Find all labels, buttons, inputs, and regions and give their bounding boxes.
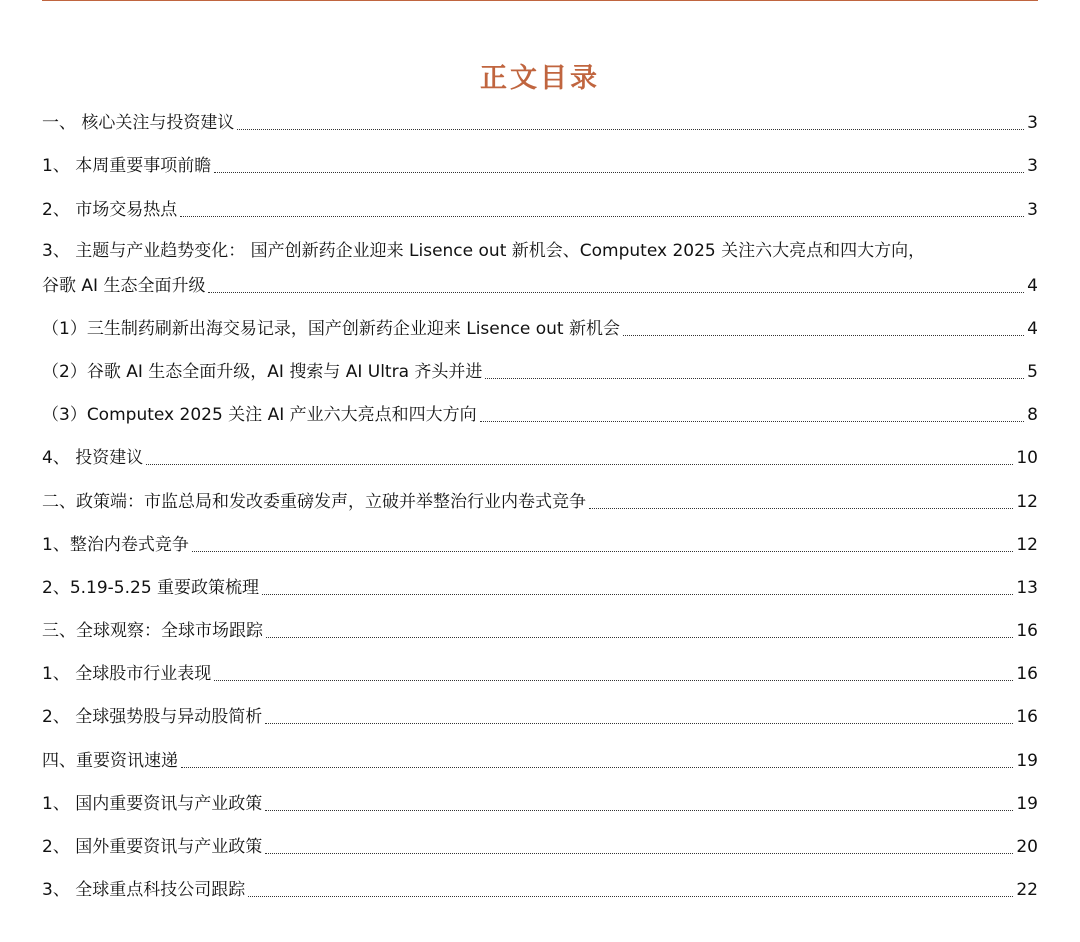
- dot-leader: [265, 723, 1013, 724]
- toc-entry[interactable]: [42, 816, 1038, 859]
- toc-entry-label: 2、 全球强势股与异动股简析: [42, 707, 263, 728]
- dot-leader: [180, 216, 1024, 217]
- toc-entry-label: 3、 全球重点科技公司跟踪: [42, 880, 246, 901]
- dot-leader: [623, 335, 1024, 336]
- dot-leader: [485, 378, 1024, 379]
- toc-entry[interactable]: [42, 514, 1038, 557]
- toc-entry-label: （2）谷歌 AI 生态全面升级，AI 搜索与 AI Ultra 齐头并进: [42, 361, 483, 382]
- toc-entry-label: 三、全球观察：全球市场跟踪: [42, 621, 263, 642]
- toc-entry-label: 谷歌 AI 生态全面升级: [42, 275, 206, 296]
- toc-entry-label: 4、 投资建议: [42, 448, 144, 469]
- toc-page-number: 3: [1027, 199, 1038, 220]
- dot-leader: [214, 172, 1024, 173]
- toc-entry[interactable]: [42, 298, 1038, 341]
- toc-entry[interactable]: [42, 341, 1038, 384]
- dot-leader: [181, 767, 1013, 768]
- toc-entry-label: （1）三生制药刷新出海交易记录，国产创新药企业迎来 Lisence out 新机会: [42, 318, 620, 339]
- toc-entry-label: 2、5.19-5.25 重要政策梳理: [42, 577, 260, 598]
- toc-page-number: 3: [1027, 156, 1038, 177]
- toc-page-number: 20: [1016, 837, 1038, 857]
- toc-entry[interactable]: [42, 470, 1038, 513]
- dot-leader: [237, 129, 1024, 130]
- toc-page-number: 19: [1016, 750, 1038, 771]
- toc-entry[interactable]: [42, 135, 1038, 178]
- toc-entry[interactable]: [42, 222, 1038, 298]
- dot-leader: [208, 292, 1024, 293]
- toc-entry-label: 1、整治内卷式竞争: [42, 534, 189, 555]
- dot-leader: [266, 637, 1013, 638]
- toc-entry[interactable]: [42, 773, 1038, 816]
- toc-entry[interactable]: [42, 427, 1038, 470]
- toc-entry[interactable]: [42, 92, 1038, 135]
- toc-page-number: 3: [1027, 113, 1038, 134]
- toc-page-number: 4: [1027, 275, 1038, 296]
- toc-page-number: 19: [1016, 793, 1038, 814]
- toc-entry[interactable]: [42, 557, 1038, 600]
- dot-leader: [265, 853, 1013, 854]
- toc-page-number: 12: [1016, 491, 1038, 512]
- toc-entry[interactable]: [42, 600, 1038, 643]
- toc-entry-label: 2、 市场交易热点: [42, 199, 178, 220]
- toc-entry-label: 1、 国内重要资讯与产业政策: [42, 793, 263, 814]
- toc-page-number: 4: [1027, 318, 1038, 339]
- dot-leader: [265, 810, 1013, 811]
- toc-entry[interactable]: [42, 643, 1038, 686]
- toc-entry[interactable]: [42, 384, 1038, 427]
- toc-entry[interactable]: [42, 686, 1038, 729]
- toc-entry-label: 1、 本周重要事项前瞻: [42, 156, 212, 177]
- dot-leader: [589, 508, 1013, 509]
- toc-page-number: 22: [1016, 880, 1038, 901]
- toc-page-number: 13: [1016, 577, 1038, 598]
- toc-page-number: 8: [1027, 405, 1038, 426]
- toc-entry-label: 2、 国外重要资讯与产业政策: [42, 837, 263, 857]
- dot-leader: [262, 594, 1013, 595]
- toc-entry[interactable]: [42, 178, 1038, 221]
- toc-entry-label: 二、政策端：市监总局和发改委重磅发声，立破并举整治行业内卷式竞争: [42, 491, 586, 512]
- dot-leader: [192, 551, 1014, 552]
- toc-page-number: 5: [1027, 361, 1038, 382]
- dot-leader: [146, 464, 1013, 465]
- toc-entry-label: 1、 全球股市行业表现: [42, 664, 212, 685]
- top-divider: [42, 0, 1038, 1]
- toc-entry[interactable]: [42, 859, 1038, 902]
- dot-leader: [248, 896, 1013, 897]
- toc-entry-label: 四、重要资讯速递: [42, 750, 178, 771]
- page-title: 正文目录: [480, 63, 600, 94]
- dot-leader: [214, 680, 1013, 681]
- table-of-contents: [42, 92, 1038, 902]
- toc-page-number: 16: [1016, 664, 1038, 685]
- toc-page-number: 16: [1016, 707, 1038, 728]
- toc-page-number: 16: [1016, 621, 1038, 642]
- toc-entry-label: 一、 核心关注与投资建议: [42, 113, 235, 134]
- toc-page-number: 10: [1016, 448, 1038, 469]
- toc-entry-label: （3）Computex 2025 关注 AI 产业六大亮点和四大方向: [42, 405, 477, 426]
- toc-page-number: 12: [1016, 534, 1038, 555]
- toc-entry[interactable]: [42, 729, 1038, 772]
- toc-entry-label-line1: 3、 主题与产业趋势变化： 国产创新药企业迎来 Lisence out 新机会、Computex 2025 关注六大亮点和四大方向，: [42, 240, 926, 261]
- dot-leader: [480, 421, 1025, 422]
